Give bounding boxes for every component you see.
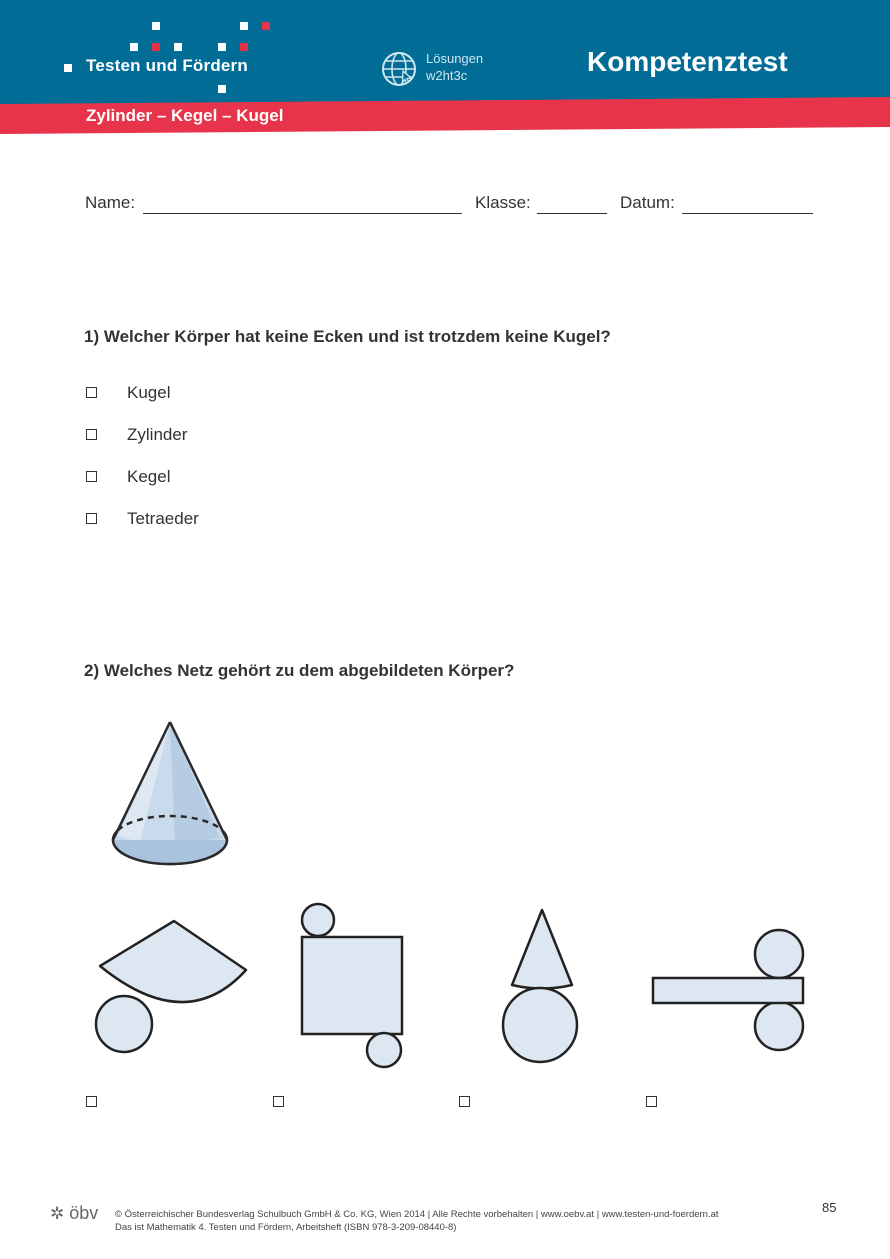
logo-dot — [64, 64, 72, 72]
option-label: Kegel — [127, 467, 171, 486]
option-label: Zylinder — [127, 425, 188, 444]
class-field[interactable] — [537, 213, 607, 214]
name-label: Name: — [85, 193, 136, 212]
checkbox-option-4[interactable] — [86, 513, 97, 524]
solutions-link[interactable] — [426, 50, 483, 84]
question-1: 1) Welcher Körper hat keine Ecken und ist trotzdem keine Kugel? — [84, 327, 611, 346]
publisher-logo — [50, 1203, 98, 1224]
footer-copyright: © Österreichischer Bundesverlag Schulbuch GmbH & Co. KG, Wien 2014 | Alle Rechte vorbehalten | www.oebv.at | www.testen-und-foerdern.at — [115, 1209, 719, 1220]
solutions-label: Lösungen — [426, 51, 484, 66]
publisher-logo-text: öbv — [69, 1203, 99, 1223]
logo-dot — [240, 43, 248, 51]
date-label: Datum: — [620, 193, 675, 212]
logo-dot — [262, 22, 270, 30]
solutions-code: w2ht3c — [426, 68, 468, 83]
logo-dot — [218, 85, 226, 93]
option-label: Tetraeder — [127, 509, 199, 528]
checkbox-net-c[interactable] — [459, 1096, 470, 1107]
logo-dot — [240, 22, 248, 30]
page-title: Kompetenztest — [587, 46, 788, 77]
star-icon: ✲ — [50, 1204, 65, 1223]
logo-dot — [152, 22, 160, 30]
name-field[interactable] — [143, 213, 462, 214]
checkbox-net-b[interactable] — [273, 1096, 284, 1107]
logo-dot — [152, 43, 160, 51]
header-bar — [0, 0, 890, 104]
brand-title: Testen und Fördern — [86, 56, 248, 75]
question-2: 2) Welches Netz gehört zu dem abgebildeten Körper? — [84, 661, 515, 680]
logo-dot — [130, 43, 138, 51]
checkbox-option-3[interactable] — [86, 471, 97, 482]
topic-title: Zylinder – Kegel – Kugel — [86, 106, 284, 125]
logo-dot — [174, 43, 182, 51]
checkbox-net-d[interactable] — [646, 1096, 657, 1107]
checkbox-option-1[interactable] — [86, 387, 97, 398]
footer-book-info: Das ist Mathematik 4. Testen und Fördern, Arbeitsheft (ISBN 978-3-209-08440-8) — [115, 1222, 457, 1233]
class-label: Klasse: — [475, 193, 531, 212]
date-field[interactable] — [682, 213, 813, 214]
checkbox-option-2[interactable] — [86, 429, 97, 440]
globe-icon[interactable] — [381, 51, 417, 87]
logo-dot — [218, 43, 226, 51]
page-number: 85 — [822, 1200, 837, 1215]
option-label: Kugel — [127, 383, 171, 402]
checkbox-net-a[interactable] — [86, 1096, 97, 1107]
